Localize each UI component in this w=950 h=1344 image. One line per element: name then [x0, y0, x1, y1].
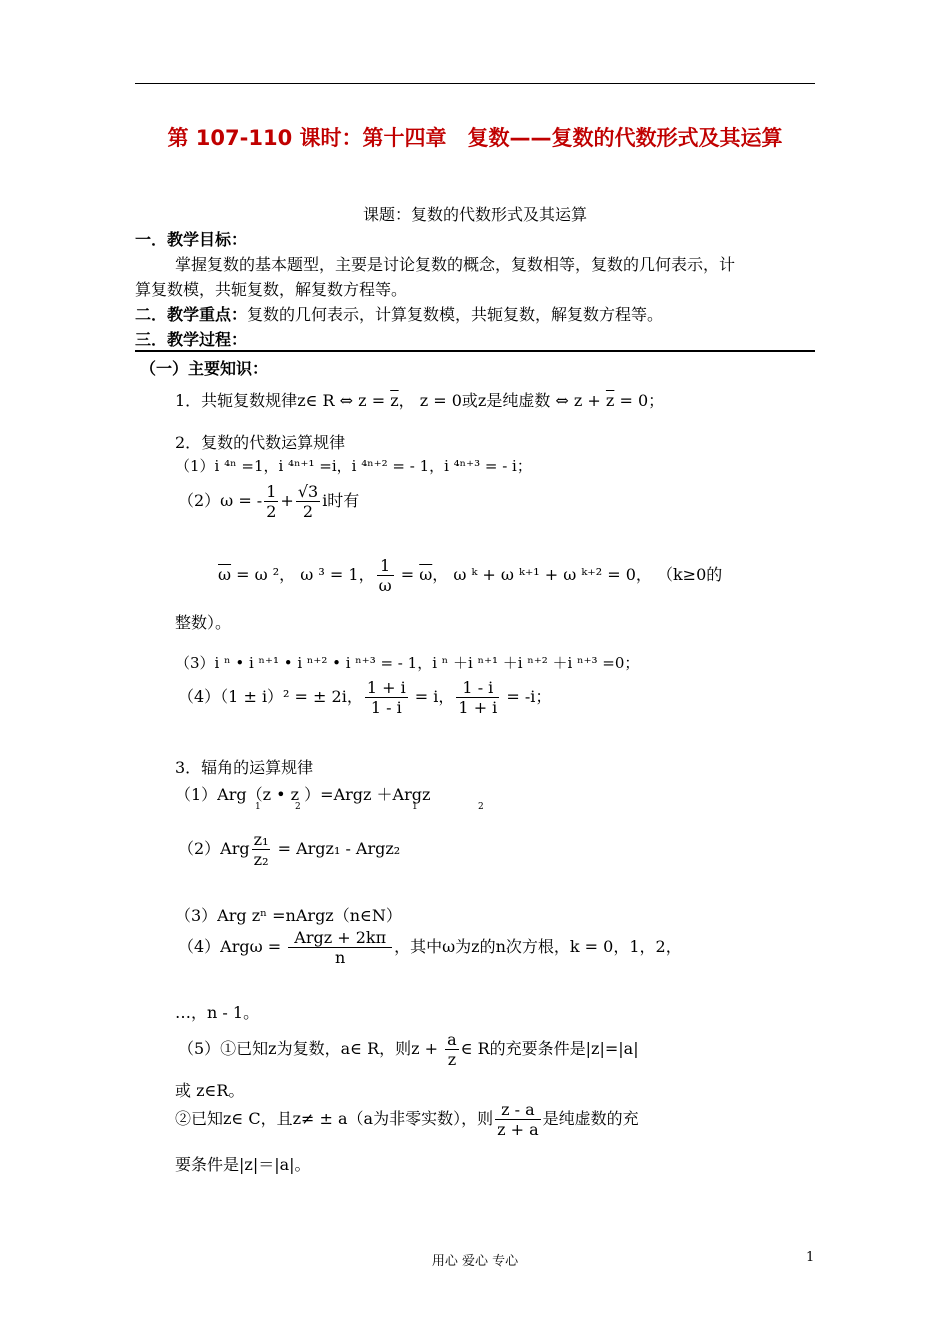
footer-text: 用心 爱心 专心 [431, 1254, 519, 1269]
item-3-5b: 或 z∈R。 [175, 1081, 245, 1100]
page-title: 第 107-110 课时：第十四章 复数——复数的代数形式及其运算 [167, 126, 783, 150]
fraction-arg-root [288, 928, 392, 967]
fraction-numerator: a [447, 1030, 457, 1049]
item-3-5c-post: 是纯虚数的充 [542, 1109, 639, 1129]
fraction-one-half [264, 482, 278, 521]
page-number: 1 [806, 1250, 815, 1265]
item-2-2-pre: （2）ω = - [178, 491, 263, 511]
fraction-1mi-over-1pi [456, 678, 499, 717]
item-1-formula-a: z∈ R ⇔ z = [297, 391, 391, 410]
fraction-denominator: 2 [302, 502, 314, 522]
section-2-heading: 二．教学重点： [135, 305, 248, 324]
item-3-4b: …，n - 1。 [175, 1003, 260, 1022]
fraction-denominator: ω [378, 576, 392, 596]
item-3-4-pre: （4）Argω = [178, 937, 287, 957]
section-1-body-line-1: 掌握复数的基本题型，主要是讨论复数的概念，复数相等，复数的几何表示，计 [175, 255, 736, 274]
fraction-denominator: 1 - i [370, 698, 402, 718]
item-3-3: （3）Arg zⁿ =nArgz（n∈N） [175, 906, 402, 925]
item-1 [175, 388, 664, 411]
fraction-z1-over-z2 [252, 830, 271, 869]
fraction-numerator: √3 [297, 482, 319, 501]
item-2-2b-b: = ω ²， ω ³ = 1， [231, 565, 375, 585]
item-3-5 [178, 1030, 639, 1069]
item-3-4 [178, 928, 682, 967]
item-2-label: 2．复数的代数运算规律 [175, 433, 346, 452]
item-1-label: 1．共轭复数规律 [175, 391, 298, 410]
item-2-1: （1）i ⁴ⁿ =1，i ⁴ⁿ⁺¹ =i，i ⁴ⁿ⁺² = - 1，i ⁴ⁿ⁺³ = - i； [175, 457, 532, 475]
item-1-end: ； [648, 391, 665, 410]
section-rule [135, 350, 815, 352]
fraction-denominator: z [447, 1050, 457, 1070]
fraction-numerator: Argz + 2kπ [288, 928, 392, 948]
item-2-2c: 整数）。 [175, 613, 232, 632]
item-2-2b-c: = [395, 565, 420, 585]
item-3-1-subscript: 1 [412, 802, 418, 812]
fraction-denominator: 1 + i [458, 698, 498, 718]
item-2-4-pre: （4）（1 ± i）² = ± 2i， [178, 687, 363, 707]
item-1-zbar-1: $\overline{z}$ [390, 391, 399, 410]
item-3-2-post: = Argz₁ - Argz₂ [272, 839, 401, 859]
item-2-4-end: ； [535, 687, 552, 707]
item-3-1-text: （1）Arg（z • z ）=Argz ＋Argz [175, 785, 431, 804]
omega-bar-1: $\overline{\omega}$ [218, 565, 232, 585]
item-1-formula-b: ， z = 0或z是纯虚数 ⇔ z + [398, 391, 606, 410]
fraction-root3-half [296, 482, 320, 521]
item-2-4 [178, 678, 551, 717]
fraction-numerator: z - a [495, 1100, 541, 1120]
item-3-1 [175, 782, 430, 805]
fraction-numerator: 1 - i [456, 678, 499, 698]
section-2 [135, 302, 663, 325]
item-3-5d: 要条件是|z|＝|a|。 [175, 1155, 311, 1174]
item-2-2b [218, 556, 722, 595]
section-1-heading: 一．教学目标： [135, 230, 248, 249]
fraction-one-over-omega [377, 556, 394, 595]
item-3-label: 3．辐角的运算规律 [175, 758, 314, 777]
item-2-2b-e: ， ω ᵏ + ω ᵏ⁺¹ + ω ᵏ⁺² = 0， （k≥0的 [432, 565, 723, 585]
item-2-2 [178, 482, 359, 521]
fraction-numerator: 1 [377, 556, 394, 576]
item-3-2-pre: （2）Arg [178, 839, 250, 859]
item-2-4-mid: = i， [409, 687, 455, 707]
omega-bar-2: $\overline{\omega}$ [419, 565, 433, 585]
item-3-1-subscript: 1 [255, 802, 261, 812]
fraction-numerator: 1 [266, 482, 277, 501]
fraction-numerator: z₁ [253, 830, 269, 849]
section-1-body-line-2: 算复数模，共轭复数，解复数方程等。 [135, 280, 408, 299]
item-3-1-subscript: 2 [478, 802, 484, 812]
item-2-3: （3）i ⁿ • i ⁿ⁺¹ • i ⁿ⁺² • i ⁿ⁺³ = - 1，i ⁿ ＋i ⁿ⁺¹ ＋i ⁿ⁺² ＋i ⁿ⁺³ =0； [175, 654, 640, 672]
item-3-2 [178, 830, 400, 869]
item-3-5c-pre: ②已知z∈ C，且z≠ ± a（a为非零实数），则 [175, 1109, 494, 1129]
item-3-4-post: ，其中ω为z的n次方根，k = 0，1，2， [394, 937, 682, 957]
item-3-5-post: ∈ R的充要条件是|z|=|a| [460, 1039, 639, 1059]
fraction-denominator: z + a [497, 1120, 539, 1140]
fraction-a-over-z [445, 1030, 459, 1069]
lesson-subtitle: 课题：复数的代数形式及其运算 [362, 205, 587, 224]
plus-sign: + [280, 491, 294, 511]
item-1-formula-c: = 0 [614, 391, 649, 410]
fraction-denominator: z₂ [253, 850, 269, 870]
item-2-4-post: = -i [501, 687, 536, 707]
fraction-zma-over-zpa [495, 1100, 541, 1139]
item-3-5c [175, 1100, 639, 1139]
item-3-5-pre: （5）①已知z为复数，a∈ R，则z + [178, 1039, 444, 1059]
item-1-zbar-2: $\overline{z}$ [605, 391, 615, 410]
fraction-numerator: 1 + i [366, 678, 406, 697]
item-3-1-subscript: 2 [295, 802, 301, 812]
subsection-1-heading: （一）主要知识： [140, 359, 269, 378]
fraction-denominator: n [335, 948, 346, 968]
top-rule [135, 83, 815, 84]
section-3-heading: 三．教学过程： [135, 330, 248, 349]
fraction-denominator: 2 [266, 502, 277, 522]
fraction-1pi-over-1mi [365, 678, 408, 717]
section-2-body: 复数的几何表示，计算复数模，共轭复数，解复数方程等。 [247, 305, 664, 324]
item-2-2-post: i时有 [322, 491, 360, 511]
